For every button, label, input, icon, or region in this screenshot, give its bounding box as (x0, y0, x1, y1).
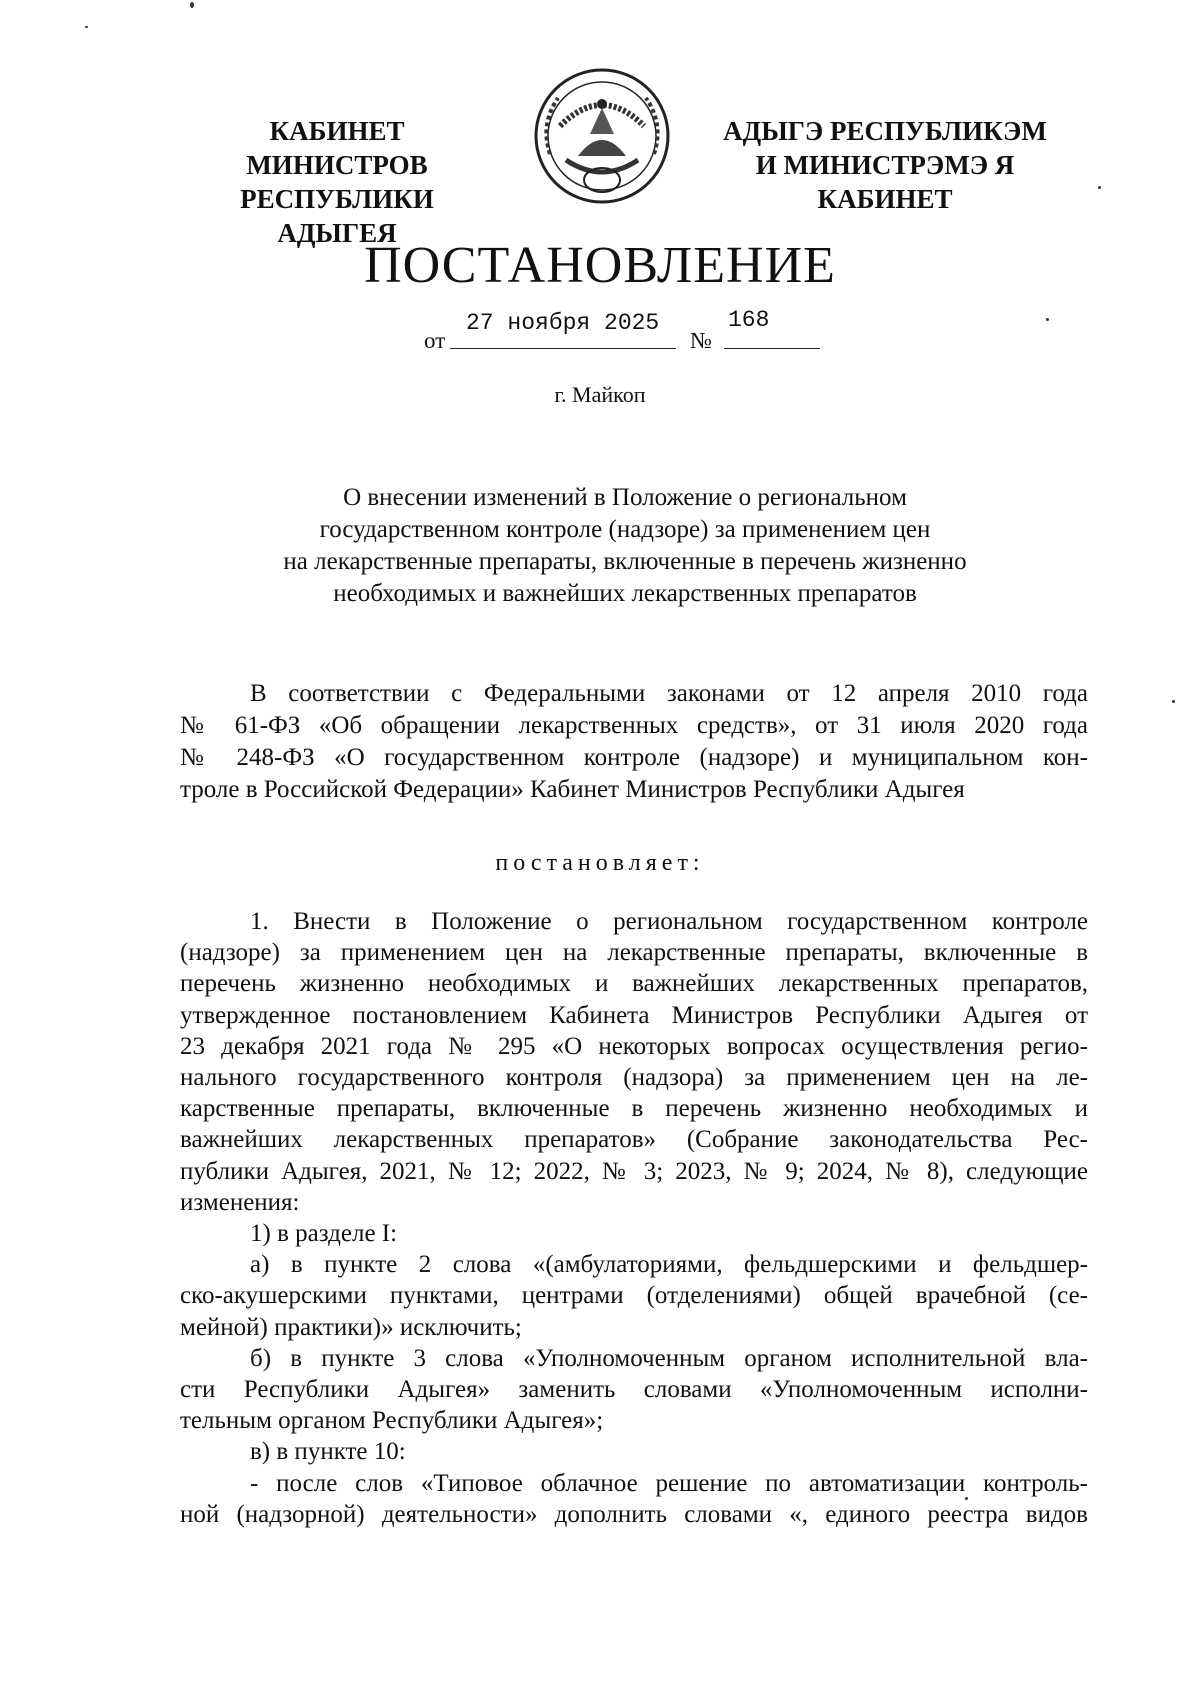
body-line: ско-акушерскими пунктами, центрами (отделениями) общей врачебной (се- (180, 1282, 1088, 1310)
number-underline (724, 348, 820, 349)
issuer-line-1-adyghe: АДЫГЭ РЕСПУБЛИКЭМ (723, 116, 1047, 146)
body-line: ной (надзорной) деятельности» дополнить словами «, единого реестра видов (180, 1500, 1088, 1528)
scan-speck (190, 2, 194, 8)
scan-speck (1172, 700, 1175, 703)
preamble-line: В соответствии с Федеральными законами от 12 апреля 2010 года (250, 680, 1088, 707)
body-line: перечень жизненно необходимых и важнейших лекарственных препаратов, (180, 970, 1088, 998)
scan-speck (965, 1497, 968, 1500)
body-line: 1) в разделе I: (250, 1220, 398, 1248)
body-line: 23 декабря 2021 года № 295 «О некоторых вопросах осуществления регио- (180, 1032, 1088, 1060)
preamble-line: № 248-ФЗ «О государственном контроле (надзоре) и муниципальном кон- (180, 744, 1088, 771)
decree-word: постановляет: (495, 850, 705, 876)
issuer-line-2: РЕСПУБЛИКИ АДЫГЕЯ (240, 184, 434, 248)
city-of-issue: г. Майкоп (554, 382, 646, 407)
coat-of-arms-emblem (530, 64, 674, 214)
body-line: 1. Внести в Положение о региональном государственном контроле (250, 908, 1088, 935)
date-underline (450, 348, 676, 349)
issuer-line-2-adyghe: И МИНИСТРЭМЭ Я КАБИНЕТ (755, 150, 1015, 214)
main-text (180, 906, 1088, 1530)
issuer-name-russian (180, 114, 494, 250)
body-line: нального государственного контроля (надзора) за применением цен на ле- (180, 1064, 1088, 1092)
body-line: а) в пункте 2 слова «(амбулаториями, фельдшерскими и фельдшер- (250, 1251, 1088, 1279)
body-line: (надзоре) за применением цен на лекарственные препараты, включенные в (180, 939, 1088, 967)
document-subject (180, 482, 1070, 610)
body-line: б) в пункте 3 слова «Уполномоченным органом исполнительной вла- (250, 1344, 1088, 1372)
number-sign: № (690, 328, 712, 353)
scan-speck (1046, 318, 1049, 321)
preamble-line: троле в Российской Федерации» Кабинет Министров Республики Адыгея (180, 776, 965, 803)
body-line: - после слов «Типовое облачное решение по автоматизации контроль- (250, 1469, 1088, 1497)
body-line: важнейших лекарственных препаратов» (Собрание законодательства Рес- (180, 1126, 1088, 1154)
issuer-name-adyghe (690, 114, 1080, 216)
body-line: в) в пункте 10: (250, 1438, 406, 1466)
issuer-line-1: КАБИНЕТ МИНИСТРОВ (246, 116, 428, 180)
date-number-row (0, 306, 1200, 356)
body-line: изменения: (180, 1188, 300, 1216)
preamble-paragraph (180, 678, 1088, 806)
body-line: утвержденное постановлением Кабинета Министров Республики Адыгея от (180, 1001, 1088, 1029)
scan-speck (85, 26, 88, 28)
subject-line: О внесении изменений в Положение о региональном (343, 484, 907, 511)
body-line: карственные препараты, включенные в перечень жизненно необходимых и (180, 1095, 1088, 1123)
body-line: публики Адыгея, 2021, № 12; 2022, № 3; 2023, № 9; 2024, № 8), следующие (180, 1157, 1088, 1185)
subject-line: на лекарственные препараты, включенные в перечень жизненно (283, 548, 967, 575)
body-line: мейной) практики)» исключить; (180, 1313, 522, 1341)
date-prefix: от (424, 328, 446, 353)
body-line: сти Республики Адыгея» заменить словами «Уполномоченным исполни- (180, 1376, 1088, 1404)
document-date: 27 ноября 2025 (466, 310, 660, 336)
preamble-line: № 61-ФЗ «Об обращении лекарственных средств», от 31 июля 2020 года (180, 712, 1088, 739)
scan-speck (1098, 186, 1101, 189)
body-line: тельным органом Республики Адыгея»; (180, 1407, 604, 1435)
subject-line: государственном контроле (надзоре) за применением цен (319, 516, 931, 543)
document-number: 168 (728, 307, 770, 333)
subject-line: необходимых и важнейших лекарственных препаратов (333, 580, 917, 607)
document-title: ПОСТАНОВЛЕНИЕ (364, 237, 836, 294)
